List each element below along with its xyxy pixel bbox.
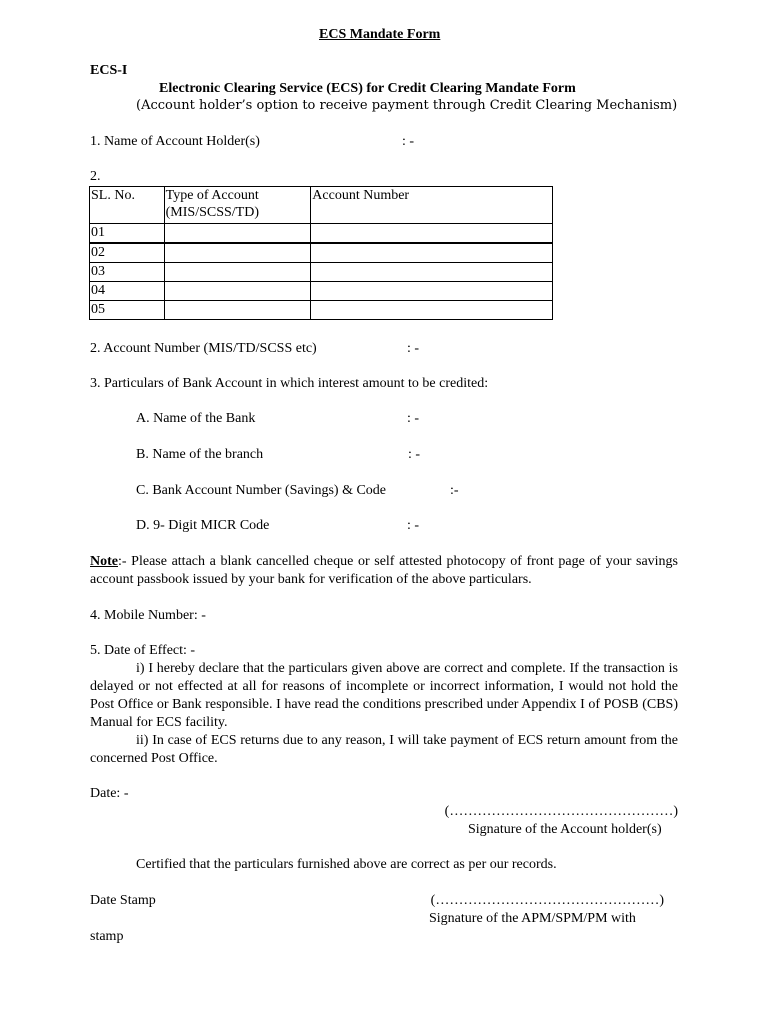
holder-signature-line[interactable]: (…………………………………………) xyxy=(444,804,678,819)
sl-no-cell: 04 xyxy=(90,282,165,301)
account-number-colon: : - xyxy=(407,341,420,356)
form-subheading: (Account holder’s option to receive payment through Credit Clearing Mechanism) xyxy=(136,98,678,113)
type-cell[interactable] xyxy=(164,282,311,301)
account-table xyxy=(89,186,553,320)
sl-no-cell: 01 xyxy=(90,224,165,244)
note-text: :- Please attach a blank cancelled cheque or self attested photocopy of front page of your savings account passbook issued by your bank for verification of the above particulars. xyxy=(90,554,678,587)
sl-no-cell: 02 xyxy=(90,243,165,263)
bank-name-label: A. Name of the Bank xyxy=(136,411,256,426)
micr-label: D. 9- Digit MICR Code xyxy=(136,518,270,533)
stamp-label: stamp xyxy=(90,929,124,944)
branch-colon: : - xyxy=(408,447,421,462)
holder-signature-label: Signature of the Account holder(s) xyxy=(468,822,662,837)
name-colon: : - xyxy=(402,134,415,149)
declaration-i: i) I hereby declare that the particulars given above are correct and complete. If the transaction is delayed or not effected at all for reasons of incomplete or incorrect information, I would not hold the Post Office or Bank responsible. I have read the conditions prescribed under Appendix I of POSB (CBS) Manual for ECS facility. xyxy=(90,661,678,730)
declaration-ii: ii) In case of ECS returns due to any reason, I will take payment of ECS return amount from the concerned Post Office. xyxy=(90,733,678,766)
note-label: Note xyxy=(90,554,118,569)
date-of-effect-label: 5. Date of Effect: - xyxy=(90,643,196,658)
account-number-cell[interactable] xyxy=(311,282,553,301)
mobile-label: 4. Mobile Number: - xyxy=(90,608,206,623)
date-stamp-label: Date Stamp xyxy=(90,893,156,908)
account-number-cell[interactable] xyxy=(311,243,553,263)
note-paragraph xyxy=(90,553,678,589)
apm-signature-label: Signature of the APM/SPM/PM with xyxy=(429,911,636,926)
table-row xyxy=(90,243,553,263)
branch-label: B. Name of the branch xyxy=(136,447,264,462)
header-type-of-account xyxy=(164,187,311,224)
type-cell[interactable] xyxy=(164,224,311,244)
particulars-label: 3. Particulars of Bank Account in which interest amount to be credited: xyxy=(90,376,489,391)
header-account-number: Account Number xyxy=(311,187,553,224)
account-number-cell[interactable] xyxy=(311,224,553,244)
header-type-line2: (MIS/SCSS/TD) xyxy=(165,205,259,220)
apm-signature-line[interactable]: (…………………………………………) xyxy=(430,893,664,908)
certified-text: Certified that the particulars furnished above are correct as per our records. xyxy=(136,857,557,872)
header-sl-no: SL. No. xyxy=(90,187,165,224)
type-cell[interactable] xyxy=(164,243,311,263)
bank-name-colon: : - xyxy=(407,411,420,426)
section-2-number: 2. xyxy=(90,169,101,184)
name-label: 1. Name of Account Holder(s) xyxy=(90,134,260,149)
date-label: Date: - xyxy=(90,786,129,801)
account-number-cell[interactable] xyxy=(311,301,553,320)
account-number-label: 2. Account Number (MIS/TD/SCSS etc) xyxy=(90,341,317,356)
bank-account-label: C. Bank Account Number (Savings) & Code xyxy=(136,483,387,498)
form-heading: Electronic Clearing Service (ECS) for Credit Clearing Mandate Form xyxy=(159,81,576,96)
header-type-line1: Type of Account xyxy=(165,188,259,203)
bank-account-colon: :- xyxy=(450,483,459,498)
form-code: ECS-I xyxy=(90,63,128,78)
table-header-row xyxy=(90,187,553,224)
sl-no-cell: 03 xyxy=(90,263,165,282)
type-cell[interactable] xyxy=(164,301,311,320)
sl-no-cell: 05 xyxy=(90,301,165,320)
type-cell[interactable] xyxy=(164,263,311,282)
table-row xyxy=(90,224,553,244)
micr-colon: : - xyxy=(407,518,420,533)
table-row xyxy=(90,263,553,282)
table-row xyxy=(90,301,553,320)
form-title: ECS Mandate Form xyxy=(319,27,441,42)
table-row xyxy=(90,282,553,301)
account-number-cell[interactable] xyxy=(311,263,553,282)
